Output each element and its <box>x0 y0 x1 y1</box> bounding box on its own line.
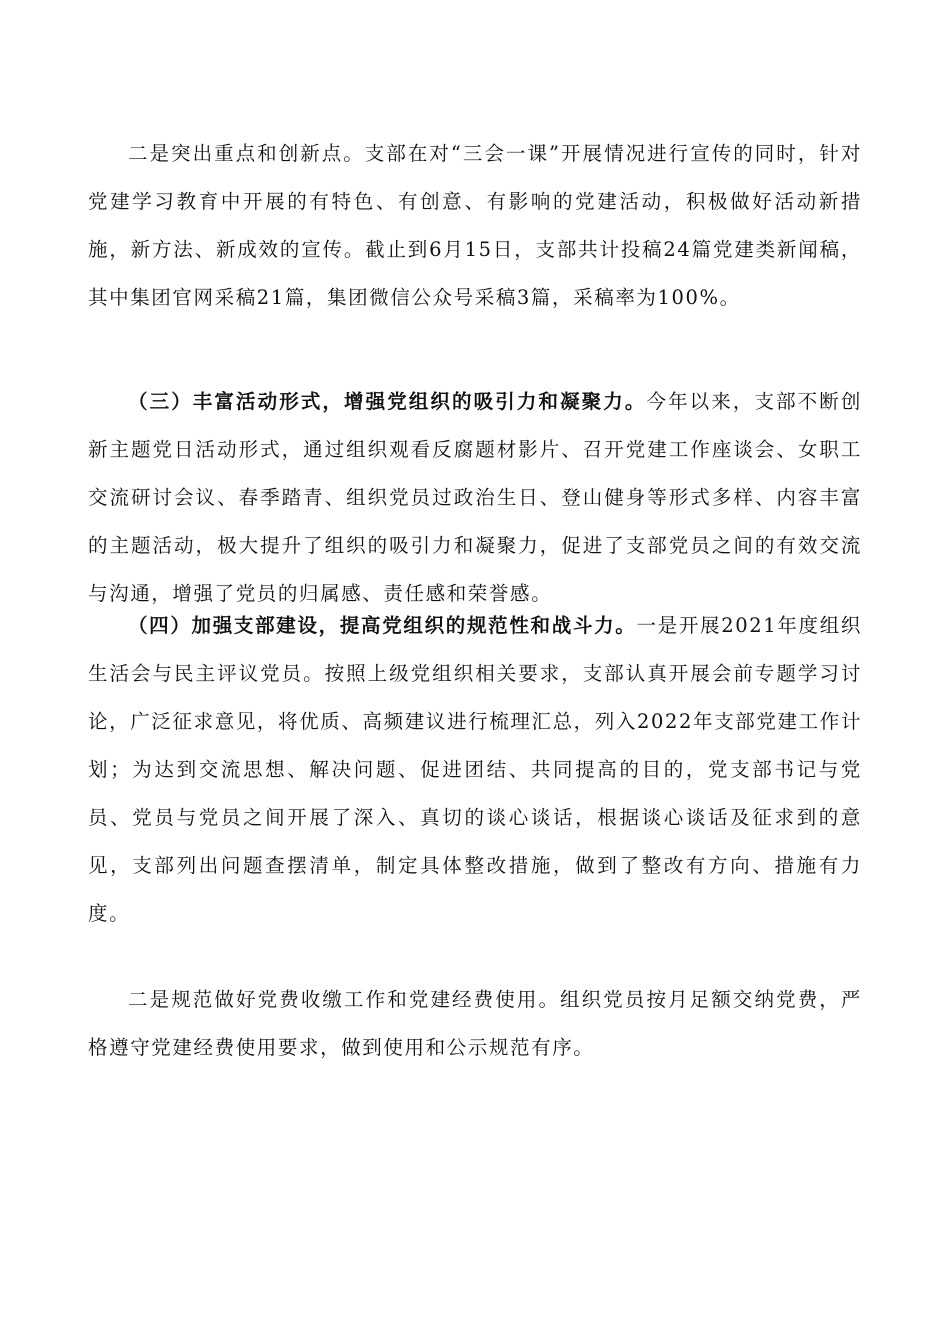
paragraph-activity-forms <box>88 378 862 618</box>
paragraph-body: 二是突出重点和创新点。支部在对“三会一课”开展情况进行宣传的同时，针对党建学习教育中开展的有特色、有创意、有影响的党建活动，积极做好活动新措施，新方法、新成效的宣传。截止到6月15日，支部共计投稿24篇党建类新闻稿，其中集团官网采稿21篇，集团微信公众号采稿3篇，采稿率为100%。 <box>88 142 862 309</box>
paragraph-branch-building <box>88 602 862 938</box>
paragraph-body: 今年以来，支部不断创新主题党日活动形式，通过组织观看反腐题材影片、召开党建工作座谈会、女职工交流研讨会议、春季踏青、组织党员过政治生日、登山健身等形式多样、内容丰富的主题活动，极大提升了组织的吸引力和凝聚力，促进了支部党员之间的有效交流与沟通，增强了党员的归属感、责任感和荣誉感。 <box>88 390 862 605</box>
section-heading-4: （四）加强支部建设，提高党组织的规范性和战斗力。 <box>128 614 637 637</box>
paragraph-body: 一是开展2021年度组织生活会与民主评议党员。按照上级党组织相关要求，支部认真开展会前专题学习讨论，广泛征求意见，将优质、高频建议进行梳理汇总，列入2022年支部党建工作计划；为达到交流思想、解决问题、促进团结、共同提高的目的，党支部书记与党员、党员与党员之间开展了深入、真切的谈心谈话，根据谈心谈话及征求到的意见，支部列出问题查摆清单，制定具体整改措施，做到了整改有方向、措施有力度。 <box>88 614 863 925</box>
section-heading-3: （三）丰富活动形式，增强党组织的吸引力和凝聚力。 <box>128 390 647 413</box>
paragraph-body: 二是规范做好党费收缴工作和党建经费使用。组织党员按月足额交纳党费，严格遵守党建经费使用要求，做到使用和公示规范有序。 <box>88 988 862 1059</box>
paragraph-party-dues <box>88 976 862 1072</box>
paragraph-publicity-highlights <box>88 130 862 322</box>
